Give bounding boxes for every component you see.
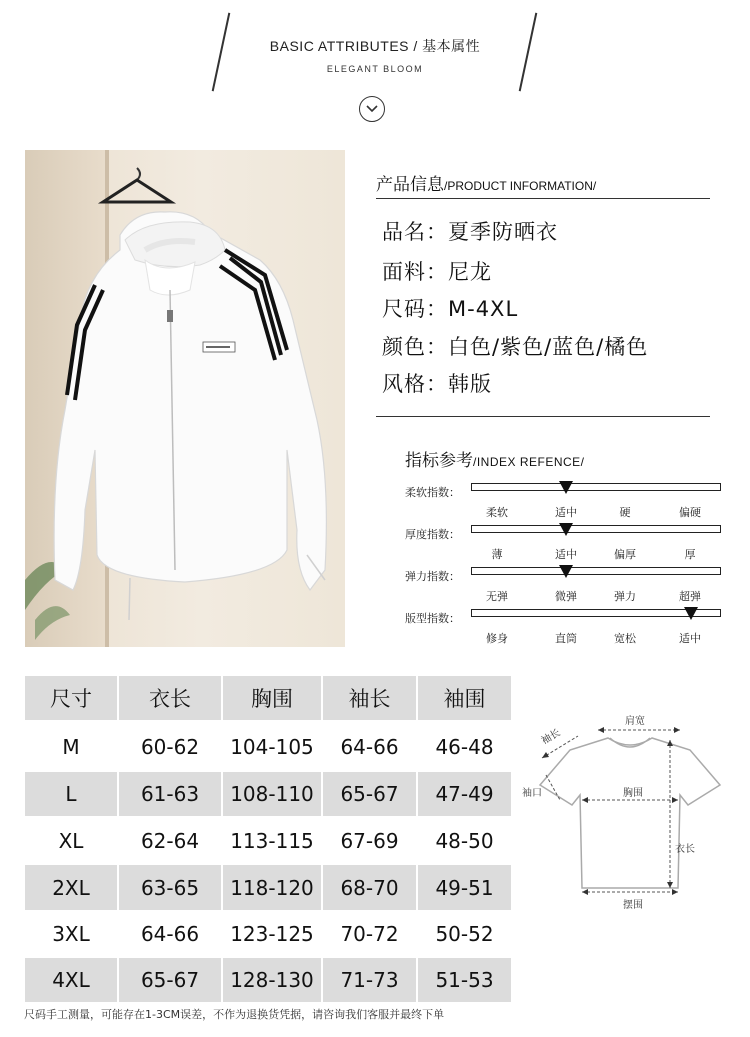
size-table-cell: 47-49 <box>418 772 511 816</box>
size-table-cell: 104-105 <box>230 734 314 759</box>
index-label: 版型指数： <box>405 612 460 625</box>
info-name: 品名：夏季防晒衣 <box>382 220 558 244</box>
diagram-chest-label: 胸围 <box>623 788 643 799</box>
measurement-diagram <box>520 700 725 919</box>
divider-top <box>376 198 710 199</box>
diagram-length-label: 衣长 <box>675 844 695 855</box>
size-table-cell: 49-51 <box>418 865 511 910</box>
size-table-header: 胸围 <box>223 676 321 720</box>
size-table-cell: 51-53 <box>418 958 511 1002</box>
index-option: 无弹 <box>486 590 508 603</box>
index-option: 微弹 <box>555 590 577 603</box>
size-table-header: 袖长 <box>323 676 416 720</box>
size-table-cell: 67-69 <box>340 828 399 853</box>
size-table-cell: M <box>62 734 80 759</box>
index-option: 弹力 <box>614 590 636 603</box>
index-marker <box>559 481 573 494</box>
index-option: 直筒 <box>555 632 577 645</box>
size-table-cell: 46-48 <box>435 734 494 759</box>
diagram-hem-label: 摆围 <box>623 900 643 911</box>
size-table-header: 衣长 <box>119 676 221 720</box>
index-option: 偏厚 <box>614 548 636 561</box>
info-size: 尺码：M-4XL <box>382 297 519 321</box>
size-table-cell: 61-63 <box>119 772 221 816</box>
index-option: 修身 <box>486 632 508 645</box>
info-style: 风格：韩版 <box>382 372 492 396</box>
index-option: 适中 <box>555 548 577 561</box>
size-table-cell: 65-67 <box>323 772 416 816</box>
size-table-cell: 62-64 <box>140 828 200 853</box>
size-table-cell: 60-62 <box>140 734 200 759</box>
product-info-title-en: /PRODUCT INFORMATION/ <box>444 179 597 193</box>
info-fabric: 面料：尼龙 <box>382 260 492 284</box>
size-table-cell: 3XL <box>52 922 90 946</box>
index-option: 硬 <box>619 506 631 519</box>
size-table-cell: 123-125 <box>230 922 314 946</box>
index-marker <box>559 523 573 536</box>
index-scale-bar <box>471 483 721 491</box>
product-photo <box>25 150 345 647</box>
measurement-note: 尺码手工测量，可能存在1-3CM误差，不作为退换货凭据，请咨询我们客服并最终下单 <box>24 1008 445 1021</box>
info-color: 颜色：白色/紫色/蓝色/橘色 <box>382 335 649 359</box>
size-table-cell: 113-115 <box>230 828 314 853</box>
size-table-cell: 118-120 <box>223 865 321 910</box>
diagram-sleeve-label: 袖长 <box>539 727 563 747</box>
size-table-cell: 71-73 <box>323 958 416 1002</box>
divider-bottom <box>376 416 710 417</box>
index-marker <box>559 565 573 578</box>
size-table-cell: 65-67 <box>119 958 221 1002</box>
header-subtitle: ELEGANT BLOOM <box>326 64 424 74</box>
index-marker <box>684 607 698 620</box>
size-table-header: 袖围 <box>418 676 511 720</box>
index-option: 厚 <box>684 548 696 561</box>
size-table-cell: 63-65 <box>119 865 221 910</box>
size-table-cell: 70-72 <box>340 922 399 946</box>
size-table-cell: 128-130 <box>223 958 321 1002</box>
size-table-cell: 64-66 <box>140 922 200 946</box>
chevron-down-icon <box>359 96 385 122</box>
index-option: 宽松 <box>614 632 636 645</box>
index-option: 超弹 <box>679 590 701 603</box>
diagram-shoulder-label: 肩宽 <box>625 716 645 727</box>
size-table-cell: 64-66 <box>340 734 399 759</box>
index-option: 柔软 <box>486 506 508 519</box>
size-table-cell: L <box>25 772 117 816</box>
size-table-cell: 48-50 <box>435 828 494 853</box>
index-title <box>405 446 585 471</box>
size-table-cell: 4XL <box>25 958 117 1002</box>
size-table-cell: 50-52 <box>435 922 494 946</box>
product-info-title-cn: 产品信息 <box>376 175 444 195</box>
size-table-cell: 2XL <box>25 865 117 910</box>
index-label: 弹力指数： <box>405 570 460 583</box>
index-option: 适中 <box>555 506 577 519</box>
product-info-title <box>376 170 596 195</box>
index-scale-bar <box>471 567 721 575</box>
size-table-cell: XL <box>58 828 84 853</box>
size-table-header: 尺寸 <box>25 676 117 720</box>
index-scale-bar <box>471 525 721 533</box>
index-option: 薄 <box>491 548 503 561</box>
index-option: 偏硬 <box>679 506 701 519</box>
diagram-cuff-label: 袖口 <box>522 788 542 799</box>
index-title-cn: 指标参考 <box>405 451 473 471</box>
index-title-en: /INDEX REFENCE/ <box>473 455 585 469</box>
header-title: BASIC ATTRIBUTES / 基本属性 <box>269 38 481 54</box>
index-label: 厚度指数： <box>405 528 460 541</box>
index-label: 柔软指数： <box>405 486 460 499</box>
index-option: 适中 <box>679 632 701 645</box>
size-table-cell: 108-110 <box>223 772 321 816</box>
size-table-cell: 68-70 <box>323 865 416 910</box>
